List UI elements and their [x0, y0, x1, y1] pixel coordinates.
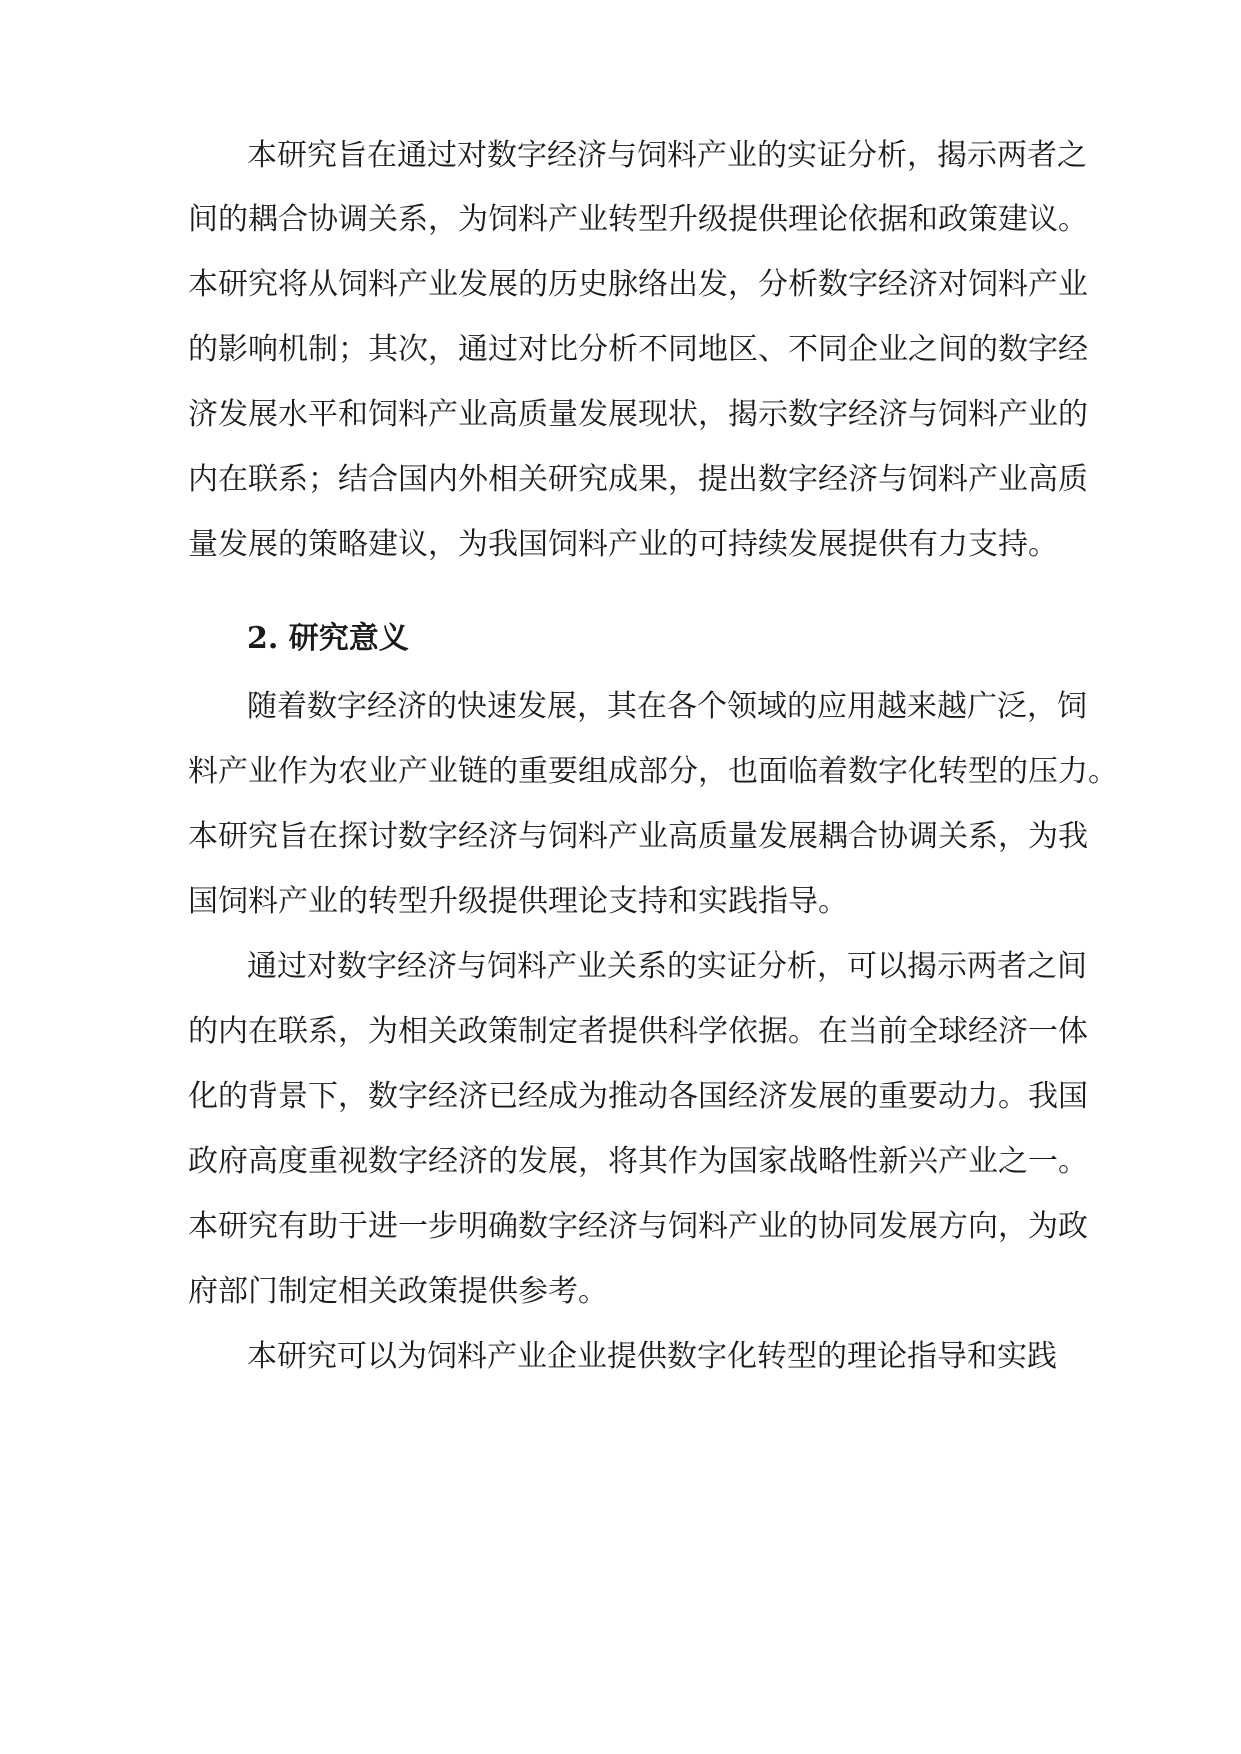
text-line: 府部门制定相关政策提供参考。: [188, 1274, 608, 1309]
text-line: 政府高度重视数字经济的发展，将其作为国家战略性新兴产业之一。: [188, 1144, 1088, 1179]
text-line: 本研究可以为饲料产业企业提供数字化转型的理论指导和实践: [247, 1339, 1057, 1374]
text-line: 通过对数字经济与饲料产业关系的实证分析，可以揭示两者之间: [247, 949, 1087, 984]
text-line: 国饲料产业的转型升级提供理论支持和实践指导。: [188, 884, 848, 919]
text-line: 本研究旨在探讨数字经济与饲料产业高质量发展耦合协调关系，为我: [188, 819, 1088, 854]
text-line: 间的耦合协调关系，为饲料产业转型升级提供理论依据和政策建议。: [188, 202, 1088, 237]
text-line: 内在联系；结合国内外相关研究成果，提出数字经济与饲料产业高质: [188, 462, 1088, 497]
section-heading: 2. 研究意义: [247, 621, 409, 656]
text-line: 本研究旨在通过对数字经济与饲料产业的实证分析，揭示两者之: [247, 138, 1087, 173]
text-line: 济发展水平和饲料产业高质量发展现状，揭示数字经济与饲料产业的: [188, 397, 1088, 432]
text-line: 本研究将从饲料产业发展的历史脉络出发，分析数字经济对饲料产业: [188, 267, 1088, 302]
text-line: 量发展的策略建议，为我国饲料产业的可持续发展提供有力支持。: [188, 527, 1058, 562]
text-line: 随着数字经济的快速发展，其在各个领域的应用越来越广泛，饲: [247, 689, 1087, 724]
text-line: 化的背景下，数字经济已经成为推动各国经济发展的重要动力。我国: [188, 1079, 1088, 1114]
text-line: 的内在联系，为相关政策制定者提供科学依据。在当前全球经济一体: [188, 1014, 1088, 1049]
text-line: 本研究有助于进一步明确数字经济与饲料产业的协同发展方向，为政: [188, 1209, 1088, 1244]
text-line: 的影响机制；其次，通过对比分析不同地区、不同企业之间的数字经: [188, 332, 1088, 367]
text-line: 料产业作为农业产业链的重要组成部分，也面临着数字化转型的压力。: [188, 754, 1118, 789]
